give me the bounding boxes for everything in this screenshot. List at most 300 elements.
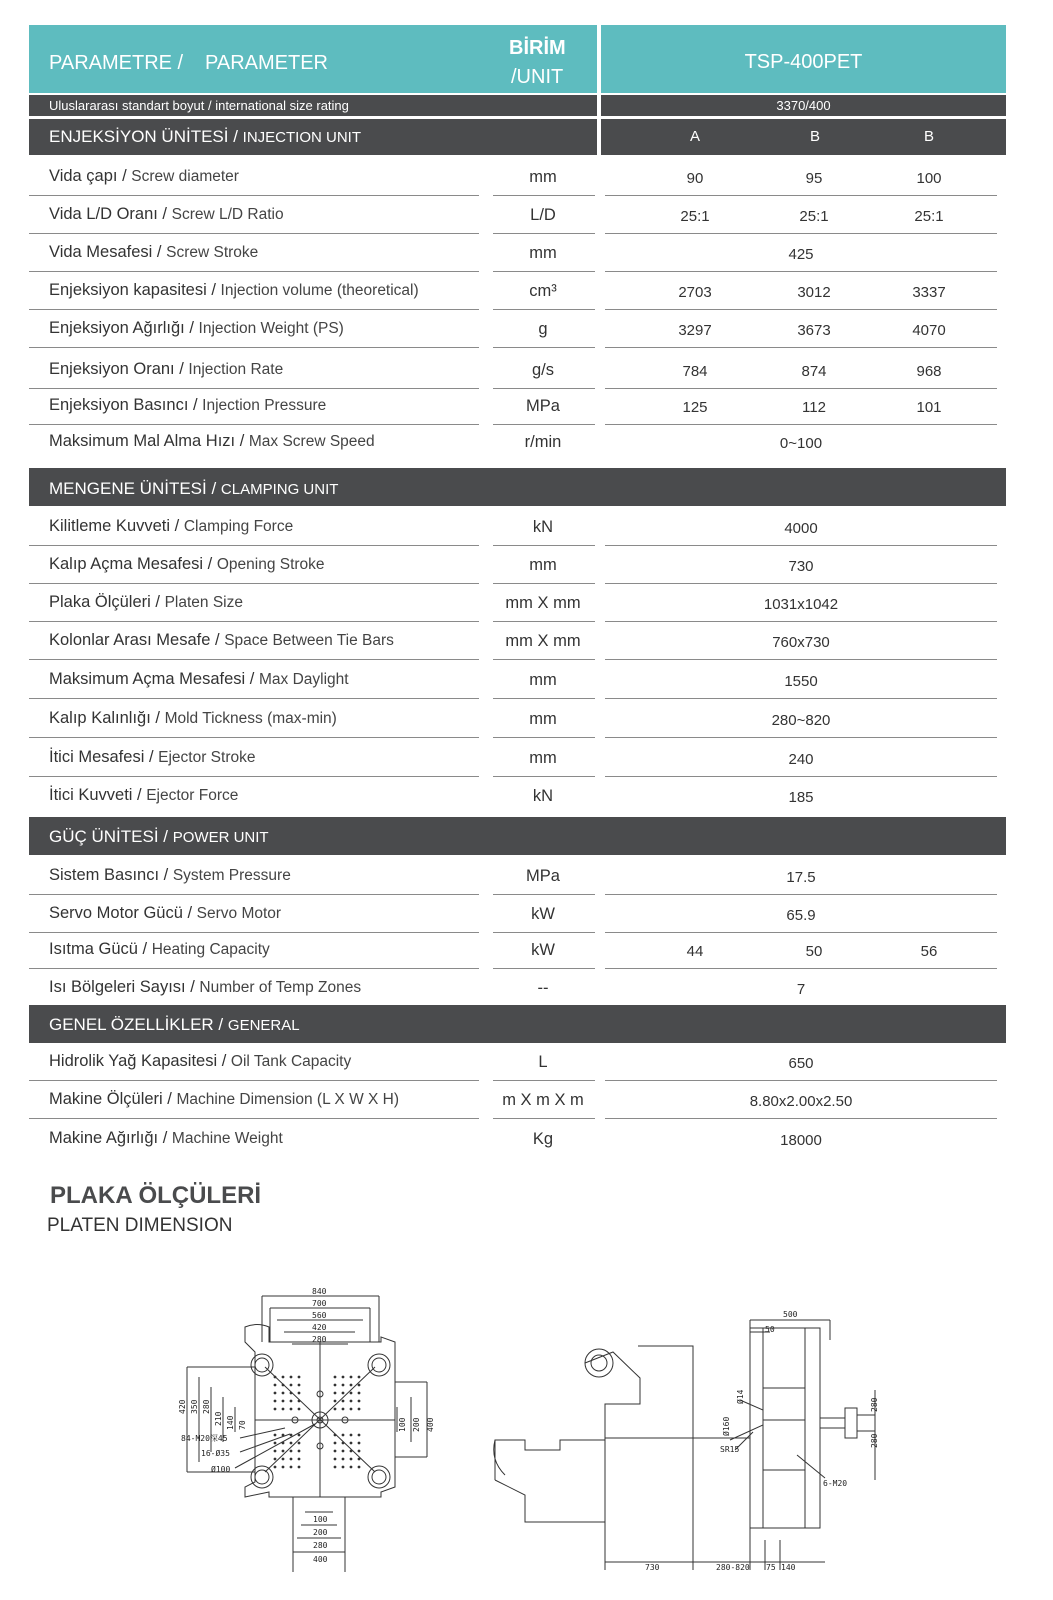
row-value: 185: [788, 789, 814, 806]
section-general: [29, 1005, 1006, 1043]
dim-top-700: 700: [312, 1299, 327, 1308]
row-label: Servo Motor Gücü / Servo Motor: [49, 904, 282, 922]
platen-hole: [358, 1434, 361, 1437]
side-dim-730: 730: [645, 1563, 660, 1572]
dim-left-70: 70: [238, 1420, 247, 1430]
row-value: 425: [788, 246, 814, 263]
dim-top-420: 420: [312, 1323, 327, 1332]
row-label-en: Mold Tickness (max-min): [164, 710, 337, 727]
platen-hole: [334, 1376, 337, 1379]
row-label: Maksimum Mal Alma Hızı / Max Screw Speed: [49, 432, 375, 450]
row-unit: L/D: [530, 206, 556, 224]
dim-left-420: 420: [178, 1399, 187, 1414]
platen-hole: [358, 1458, 361, 1461]
platen-hole: [334, 1450, 337, 1453]
row-value: 0~100: [779, 435, 823, 452]
platen-hole: [334, 1392, 337, 1395]
power-row: [29, 931, 1006, 969]
col-a: A: [690, 128, 701, 145]
row-value-a: 44: [686, 943, 704, 960]
dim-top-280: 280: [312, 1335, 327, 1344]
row-divider: [29, 1118, 479, 1119]
platen-hole: [298, 1458, 301, 1461]
injection-row: [29, 234, 1006, 272]
row-label-en: Screw Stroke: [166, 244, 259, 261]
row-value-b: 874: [801, 363, 827, 380]
row-label-en: System Pressure: [172, 867, 291, 884]
dim-left-280: 280: [202, 1399, 211, 1414]
row-value-a: 3297: [678, 322, 712, 339]
row-label-tr: Vida L/D Oranı: [49, 205, 158, 223]
row-divider: [605, 1118, 997, 1119]
row-unit: kW: [531, 941, 555, 959]
platen-hole: [342, 1450, 345, 1453]
row-label-tr: Hidrolik Yağ Kapasitesi: [49, 1052, 218, 1070]
platen-hole: [282, 1392, 285, 1395]
side-dim-280a: 280: [870, 1397, 879, 1412]
row-unit: Kg: [532, 1130, 554, 1148]
platen-hole: [350, 1392, 353, 1395]
dim-left-140: 140: [226, 1415, 235, 1430]
note-center-ring: Ø100: [211, 1465, 231, 1474]
row-unit: MPa: [526, 397, 560, 415]
row-divider: [29, 698, 479, 699]
header-param-en: PARAMETER: [205, 52, 328, 74]
platen-hole: [274, 1450, 277, 1453]
platen-hole: [350, 1434, 353, 1437]
platen-hole: [282, 1442, 285, 1445]
row-label-tr: Makine Ağırlığı: [49, 1129, 159, 1147]
platen-hole: [282, 1376, 285, 1379]
dim-right-200: 200: [412, 1417, 421, 1432]
header-param-tr: PARAMETRE /: [49, 52, 184, 74]
side-dim-280b: 280: [870, 1433, 879, 1448]
size-rating-value: 3370/400: [601, 95, 1006, 116]
section-power-en: POWER UNIT: [172, 829, 269, 846]
row-divider: [605, 698, 997, 699]
power-row: [29, 895, 1006, 933]
row-value-a: 25:1: [680, 208, 710, 225]
general-row: [29, 1120, 1006, 1158]
platen-hole: [334, 1442, 337, 1445]
platen-hole: [282, 1450, 285, 1453]
row-value-b: 112: [802, 399, 826, 416]
general-row: [29, 1081, 1006, 1119]
header-parameter-cell: [29, 25, 597, 93]
row-label-en: Machine Dimension (L X W X H): [176, 1091, 400, 1108]
platen-hole: [298, 1376, 301, 1379]
section-general-en: GENERAL: [227, 1017, 300, 1034]
row-value: 1550: [784, 673, 818, 690]
row-value-b: 3012: [797, 284, 831, 301]
row-divider: [605, 659, 997, 660]
section-clamping: [29, 468, 1006, 506]
platen-hole: [334, 1384, 337, 1387]
platen-hole: [274, 1434, 277, 1437]
header-model: TSP-400PET: [744, 51, 863, 73]
clamping-row: [29, 739, 1006, 777]
row-label-en: Number of Temp Zones: [199, 979, 362, 996]
row-value: 7: [796, 981, 806, 998]
section-clamping-en: CLAMPING UNIT: [220, 481, 339, 498]
row-unit: kN: [532, 518, 554, 536]
row-unit: m X m X m: [502, 1091, 584, 1109]
section-general-tr: GENEL ÖZELLİKLER /: [49, 1015, 224, 1034]
row-label-tr: Maksimum Açma Mesafesi: [49, 670, 246, 688]
injection-row: [29, 310, 1006, 348]
platen-hole: [282, 1384, 285, 1387]
row-label-tr: Kalıp Kalınlığı: [49, 709, 151, 727]
row-label-en: Screw L/D Ratio: [171, 206, 284, 223]
injection-row: [29, 387, 1006, 425]
size-rating-label: [29, 95, 597, 116]
row-label: Isıtma Gücü / Heating Capacity: [49, 940, 270, 958]
row-label-tr: Kilitleme Kuvveti: [49, 517, 171, 535]
note-holes: 16-Ø35: [201, 1449, 230, 1458]
side-dim-75: 75: [766, 1563, 776, 1572]
row-label-en: Injection volume (theoretical): [220, 282, 419, 299]
row-label-en: Injection Pressure: [202, 397, 327, 414]
platen-hole: [334, 1434, 337, 1437]
row-value: 65.9: [786, 907, 816, 924]
side-dim-500: 500: [783, 1310, 798, 1319]
platen-hole: [274, 1376, 277, 1379]
row-label-tr: Vida çapı: [49, 167, 118, 185]
row-label: Kolonlar Arası Mesafe / Space Between Tie Bars: [49, 631, 394, 649]
row-value-b: 50: [805, 943, 823, 960]
platen-hole: [274, 1400, 277, 1403]
row-label-en: Clamping Force: [183, 518, 294, 535]
row-label-en: Heating Capacity: [151, 941, 270, 958]
row-label: Enjeksiyon Ağırlığı / Injection Weight (PS): [49, 319, 344, 337]
row-label-tr: İtici Mesafesi: [49, 748, 145, 766]
row-value-c: 56: [920, 943, 938, 960]
injection-row: [29, 423, 1006, 461]
row-unit: mm X mm: [505, 632, 581, 650]
injection-row: [29, 196, 1006, 234]
row-value-c: 100: [916, 170, 942, 187]
platen-subtitle: PLATEN DIMENSION: [47, 1215, 233, 1236]
platen-hole: [298, 1400, 301, 1403]
platen-hole: [274, 1466, 277, 1469]
row-divider: [493, 1118, 595, 1119]
row-label-en: Max Screw Speed: [248, 433, 375, 450]
platen-hole: [342, 1400, 345, 1403]
row-label-en: Oil Tank Capacity: [230, 1053, 352, 1070]
platen-hole: [298, 1450, 301, 1453]
row-label: İtici Mesafesi / Ejector Stroke: [49, 748, 256, 766]
platen-hole: [350, 1466, 353, 1469]
row-label: Kilitleme Kuvveti / Clamping Force: [49, 517, 294, 535]
row-label: Vida L/D Oranı / Screw L/D Ratio: [49, 205, 284, 223]
dim-top-560: 560: [312, 1311, 327, 1320]
row-label-tr: Maksimum Mal Alma Hızı: [49, 432, 236, 450]
row-unit: mm: [529, 749, 557, 767]
platen-hole: [290, 1376, 293, 1379]
clamping-row: [29, 661, 1006, 699]
row-label-en: Opening Stroke: [216, 556, 325, 573]
platen-hole: [298, 1384, 301, 1387]
row-label-tr: Isıtma Gücü: [49, 940, 138, 958]
row-label-en: Max Daylight: [258, 671, 349, 688]
platen-hole: [350, 1450, 353, 1453]
row-label-en: Servo Motor: [196, 905, 282, 922]
platen-hole: [282, 1400, 285, 1403]
clamping-row: [29, 622, 1006, 660]
row-value: 650: [788, 1055, 814, 1072]
side-dim-sr15: SR15: [720, 1445, 740, 1454]
platen-hole: [282, 1458, 285, 1461]
row-label-en: Screw diameter: [131, 168, 239, 185]
platen-hole: [298, 1434, 301, 1437]
platen-hole: [350, 1376, 353, 1379]
section-injection: [29, 119, 597, 155]
row-label-tr: Enjeksiyon kapasitesi: [49, 281, 207, 299]
row-value-c: 4070: [912, 322, 946, 339]
platen-hole: [282, 1408, 285, 1411]
dim-bottom-200: 200: [313, 1528, 328, 1537]
side-dim-140: 140: [781, 1563, 796, 1572]
row-label-tr: İtici Kuvveti: [49, 786, 133, 804]
platen-front-drawing: [165, 1282, 455, 1582]
row-unit: mm: [529, 244, 557, 262]
platen-hole: [290, 1434, 293, 1437]
injection-row: [29, 272, 1006, 310]
platen-hole: [334, 1408, 337, 1411]
platen-hole: [358, 1450, 361, 1453]
row-unit: g: [538, 320, 548, 338]
platen-hole: [358, 1442, 361, 1445]
row-value-a: 125: [682, 399, 708, 416]
platen-hole: [290, 1384, 293, 1387]
row-label: Maksimum Açma Mesafesi / Max Daylight: [49, 670, 349, 688]
platen-title: PLAKA ÖLÇÜLERİ: [50, 1182, 262, 1209]
platen-hole: [274, 1392, 277, 1395]
row-unit: mm: [529, 556, 557, 574]
row-value: 730: [788, 558, 814, 575]
clamping-row: [29, 777, 1006, 815]
dim-left-350: 350: [190, 1399, 199, 1414]
size-rating-label-tr: Uluslararası standart boyut /: [49, 98, 212, 113]
row-divider: [29, 659, 479, 660]
clamping-row: [29, 584, 1006, 622]
header-unit: /UNIT: [511, 66, 564, 88]
platen-hole: [358, 1392, 361, 1395]
section-power-tr: GÜÇ ÜNİTESİ /: [49, 827, 169, 846]
side-dim-6m20: 6-M20: [823, 1479, 848, 1488]
row-label: Makine Ölçüleri / Machine Dimension (L X W X H): [49, 1090, 400, 1108]
row-unit: mm X mm: [505, 594, 581, 612]
row-value-b: 95: [805, 170, 823, 187]
row-value: 17.5: [786, 869, 816, 886]
row-unit: mm: [529, 710, 557, 728]
row-value-c: 101: [916, 399, 942, 416]
row-divider: [493, 737, 595, 738]
platen-hole: [358, 1408, 361, 1411]
power-row: [29, 857, 1006, 895]
row-unit: g/s: [531, 361, 554, 379]
platen-hole: [350, 1442, 353, 1445]
section-injection-tr: ENJEKSİYON ÜNİTESİ /: [49, 127, 238, 146]
row-label-tr: Kalıp Açma Mesafesi: [49, 555, 204, 573]
platen-hole: [342, 1408, 345, 1411]
row-divider: [493, 347, 595, 348]
dim-bottom-100: 100: [313, 1515, 328, 1524]
platen-hole: [342, 1458, 345, 1461]
platen-hole: [350, 1384, 353, 1387]
platen-hole: [290, 1408, 293, 1411]
row-label-en: Platen Size: [164, 594, 243, 611]
row-divider: [605, 347, 997, 348]
row-divider: [29, 347, 479, 348]
row-unit: mm: [529, 671, 557, 689]
row-label: Vida çapı / Screw diameter: [49, 167, 239, 185]
row-value: 4000: [784, 520, 818, 537]
side-dim-50: 50: [765, 1325, 775, 1334]
col-c: B: [924, 128, 935, 145]
dim-left-210: 210: [214, 1411, 223, 1426]
row-label-tr: Sistem Basıncı: [49, 866, 160, 884]
row-label-tr: Plaka Ölçüleri: [49, 593, 151, 611]
row-label: Makine Ağırlığı / Machine Weight: [49, 1129, 283, 1147]
row-unit: L: [538, 1053, 548, 1071]
dim-bottom-280: 280: [313, 1541, 328, 1550]
platen-hole: [342, 1392, 345, 1395]
row-unit: mm: [529, 168, 557, 186]
platen-hole: [350, 1458, 353, 1461]
section-injection-cols: [601, 119, 1006, 155]
row-value-c: 3337: [912, 284, 946, 301]
row-value: 18000: [780, 1132, 822, 1149]
platen-hole: [290, 1466, 293, 1469]
platen-hole: [290, 1400, 293, 1403]
side-dim-d160: Ø160: [722, 1416, 731, 1436]
row-label-tr: Vida Mesafesi: [49, 243, 153, 261]
note-threaded-holes: 84-M20深45: [181, 1434, 228, 1443]
platen-hole: [282, 1434, 285, 1437]
section-power: [29, 817, 1006, 855]
platen-hole: [350, 1400, 353, 1403]
header-model-cell: [601, 25, 1006, 93]
row-label-tr: Enjeksiyon Basıncı: [49, 396, 189, 414]
platen-hole: [334, 1400, 337, 1403]
platen-hole: [358, 1384, 361, 1387]
platen-hole: [290, 1392, 293, 1395]
power-row: [29, 969, 1006, 1007]
platen-hole: [334, 1466, 337, 1469]
platen-hole: [298, 1442, 301, 1445]
row-label-en: Injection Weight (PS): [198, 320, 344, 337]
row-label-en: Machine Weight: [171, 1130, 283, 1147]
row-label-en: Injection Rate: [188, 361, 284, 378]
row-value: 280~820: [771, 712, 831, 729]
dim-right-100: 100: [398, 1417, 407, 1432]
row-label: Kalıp Kalınlığı / Mold Tickness (max-min): [49, 709, 337, 727]
clamping-row: [29, 546, 1006, 584]
row-label: Isı Bölgeleri Sayısı / Number of Temp Zones: [49, 978, 362, 996]
row-value: 1031x1042: [763, 596, 839, 613]
row-divider: [605, 737, 997, 738]
row-label-tr: Isı Bölgeleri Sayısı: [49, 978, 186, 996]
platen-hole: [342, 1434, 345, 1437]
platen-hole: [274, 1408, 277, 1411]
row-unit: kW: [531, 905, 555, 923]
row-label: Vida Mesafesi / Screw Stroke: [49, 243, 259, 261]
platen-hole: [298, 1466, 301, 1469]
platen-hole: [350, 1408, 353, 1411]
injection-row: [29, 158, 1006, 196]
clamping-row: [29, 508, 1006, 546]
size-rating-label-en: international size rating: [215, 98, 349, 113]
row-value: 8.80x2.00x2.50: [749, 1093, 853, 1110]
platen-hole: [282, 1466, 285, 1469]
row-unit: kN: [532, 787, 554, 805]
platen-hole: [334, 1458, 337, 1461]
platen-hole: [358, 1376, 361, 1379]
col-b: B: [810, 128, 821, 145]
side-dim-d14: Ø14: [736, 1389, 745, 1404]
row-unit: --: [537, 979, 549, 997]
dim-top-840: 840: [312, 1287, 327, 1296]
row-label: Plaka Ölçüleri / Platen Size: [49, 593, 243, 611]
platen-hole: [342, 1376, 345, 1379]
row-value-c: 25:1: [914, 208, 944, 225]
platen-hole: [342, 1442, 345, 1445]
row-unit: r/min: [524, 433, 562, 451]
row-label-tr: Kolonlar Arası Mesafe: [49, 631, 211, 649]
platen-hole: [290, 1450, 293, 1453]
section-clamping-tr: MENGENE ÜNİTESİ /: [49, 479, 217, 498]
platen-hole: [274, 1384, 277, 1387]
row-label-en: Ejector Force: [146, 787, 239, 804]
row-value-b: 25:1: [799, 208, 829, 225]
platen-hole: [342, 1384, 345, 1387]
row-value: 240: [788, 751, 814, 768]
injection-row: [29, 351, 1006, 389]
platen-hole: [358, 1400, 361, 1403]
header-birim: BİRİM: [509, 37, 566, 59]
platen-side-drawing: [485, 1300, 885, 1580]
row-divider: [29, 737, 479, 738]
row-divider: [493, 659, 595, 660]
row-unit: MPa: [526, 867, 560, 885]
row-label-en: Space Between Tie Bars: [224, 632, 394, 649]
row-label: Enjeksiyon kapasitesi / Injection volume (theoretical): [49, 281, 419, 299]
platen-hole: [290, 1458, 293, 1461]
row-label: Kalıp Açma Mesafesi / Opening Stroke: [49, 555, 325, 573]
row-divider: [493, 698, 595, 699]
platen-hole: [274, 1442, 277, 1445]
clamping-row: [29, 700, 1006, 738]
platen-hole: [298, 1392, 301, 1395]
row-value-a: 2703: [678, 284, 712, 301]
row-value-c: 968: [916, 363, 942, 380]
general-row: [29, 1043, 1006, 1081]
row-label: Enjeksiyon Oranı / Injection Rate: [49, 360, 284, 378]
row-label: İtici Kuvveti / Ejector Force: [49, 786, 239, 804]
row-value-a: 90: [686, 170, 704, 187]
row-unit: cm³: [529, 282, 557, 300]
row-label-en: Ejector Stroke: [158, 749, 256, 766]
row-label-tr: Servo Motor Gücü: [49, 904, 183, 922]
row-value-a: 784: [682, 363, 708, 380]
row-value-b: 3673: [797, 322, 831, 339]
platen-hole: [290, 1442, 293, 1445]
row-label-tr: Enjeksiyon Oranı: [49, 360, 175, 378]
row-label-tr: Makine Ölçüleri: [49, 1090, 163, 1108]
platen-hole: [274, 1458, 277, 1461]
row-label: Sistem Basıncı / System Pressure: [49, 866, 291, 884]
